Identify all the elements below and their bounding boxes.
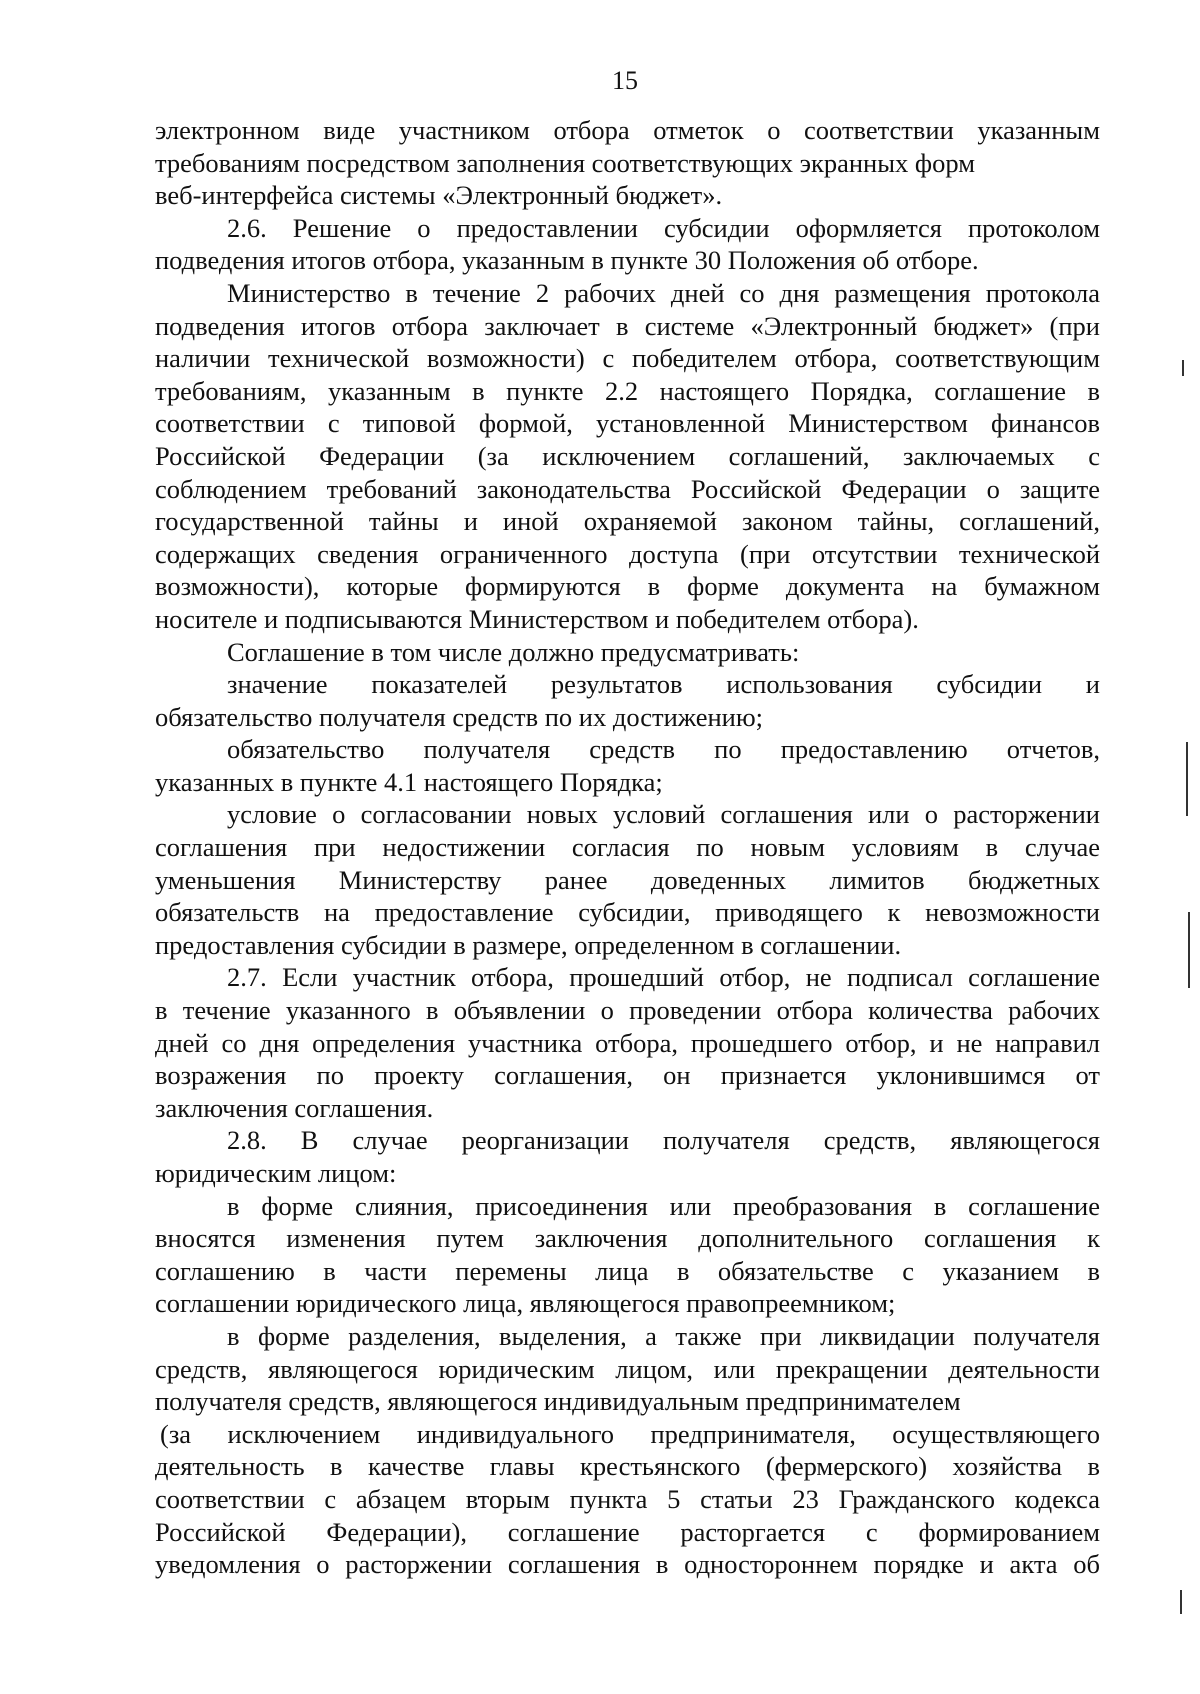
text-line: веб-интерфейса системы «Электронный бюджет». — [155, 180, 723, 211]
text-line: соблюдением требований законодательства Российской Федерации о защите — [155, 473, 1100, 504]
text-line: юридическим лицом: — [155, 1158, 397, 1188]
text-line: дней со дня определения участника отбора, прошедшего отбор, и не направил — [155, 1027, 1100, 1058]
text-line: возражения по проекту соглашения, он признается уклонившимся от — [155, 1060, 1100, 1091]
text-line: 2.6. Решение о предоставлении субсидии оформляется протоколом — [227, 212, 1100, 243]
text-line: предоставления субсидии в размере, определенном в соглашении. — [155, 929, 902, 960]
text-line: деятельность в качестве главы крестьянского (фермерского) хозяйства в — [155, 1451, 1100, 1482]
text-line: обязательство получателя средств по предоставлению отчетов, — [227, 734, 1100, 765]
text-line: соглашению в части перемены лица в обязательстве с указанием в — [155, 1255, 1100, 1286]
text-line: носителе и подписываются Министерством и победителем отбора). — [155, 603, 919, 634]
text-line: электронном виде участником отбора отметок о соответствии указанным — [155, 115, 1100, 145]
text-line: Российской Федерации), соглашение расторгается с формированием — [155, 1516, 1100, 1547]
text-line: наличии технической возможности) с победителем отбора, соответствующим — [155, 343, 1100, 374]
text-line: соглашения при недостижении согласия по новым условиям в случае — [155, 832, 1100, 863]
text-line: соглашении юридического лица, являющегося правопреемником; — [155, 1288, 896, 1319]
scan-artifact — [1182, 360, 1184, 376]
scan-artifact — [1180, 1590, 1182, 1614]
scan-artifact — [1186, 742, 1188, 816]
text-line: вносятся изменения путем заключения дополнительного соглашения к — [155, 1223, 1100, 1254]
text-line: (за исключением индивидуального предпринимателя, осуществляющего — [160, 1418, 1100, 1449]
text-line: обязательств на предоставление субсидии, приводящего к невозможности — [155, 897, 1100, 928]
text-line: получателя средств, являющегося индивидуальным предпринимателем — [155, 1386, 961, 1417]
text-line: заключения соглашения. — [155, 1092, 434, 1123]
text-line: содержащих сведения ограниченного доступа (при отсутствии технической — [155, 538, 1100, 569]
text-line: в форме разделения, выделения, а также при ликвидации получателя — [227, 1320, 1100, 1351]
text-line: в течение указанного в объявлении о проведении отбора количества рабочих — [155, 995, 1100, 1026]
page-number: 15 — [612, 66, 638, 95]
text-line: указанных в пункте 4.1 настоящего Порядка; — [155, 766, 663, 797]
text-line: требованиям, указанным в пункте 2.2 настоящего Порядка, соглашение в — [155, 375, 1100, 406]
text-line: значение показателей результатов использования субсидии и — [227, 669, 1100, 700]
text-line: условие о согласовании новых условий соглашения или о расторжении — [227, 799, 1100, 830]
text-line: возможности), которые формируются в форме документа на бумажном — [155, 571, 1100, 602]
text-line: подведения итогов отбора, указанным в пункте 30 Положения об отборе. — [155, 245, 979, 276]
text-line: государственной тайны и иной охраняемой законом тайны, соглашений, — [155, 506, 1100, 537]
text-line: требованиям посредством заполнения соответствующих экранных форм — [155, 147, 975, 178]
text-line: Соглашение в том числе должно предусматривать: — [227, 636, 800, 667]
text-line: соответствии с типовой формой, установленной Министерством финансов — [155, 408, 1100, 439]
text-line: 2.8. В случае реорганизации получателя средств, являющегося — [227, 1125, 1100, 1156]
text-line: Российской Федерации (за исключением соглашений, заключаемых с — [155, 440, 1100, 471]
text-line: 2.7. Если участник отбора, прошедший отбор, не подписал соглашение — [227, 962, 1100, 993]
document-body — [155, 114, 1100, 1581]
text-line: Министерство в течение 2 рабочих дней со дня размещения протокола — [227, 277, 1100, 308]
text-line: подведения итогов отбора заключает в системе «Электронный бюджет» (при — [155, 310, 1100, 341]
text-line: средств, являющегося юридическим лицом, или прекращении деятельности — [155, 1353, 1100, 1384]
scan-artifact — [1188, 912, 1190, 988]
text-line: уменьшения Министерству ранее доведенных лимитов бюджетных — [155, 864, 1100, 895]
text-line: соответствии с абзацем вторым пункта 5 статьи 23 Гражданского кодекса — [155, 1483, 1100, 1514]
text-line: в форме слияния, присоединения или преобразования в соглашение — [227, 1190, 1100, 1221]
text-line: уведомления о расторжении соглашения в одностороннем порядке и акта об — [155, 1549, 1100, 1580]
text-line: обязательство получателя средств по их достижению; — [155, 701, 764, 732]
